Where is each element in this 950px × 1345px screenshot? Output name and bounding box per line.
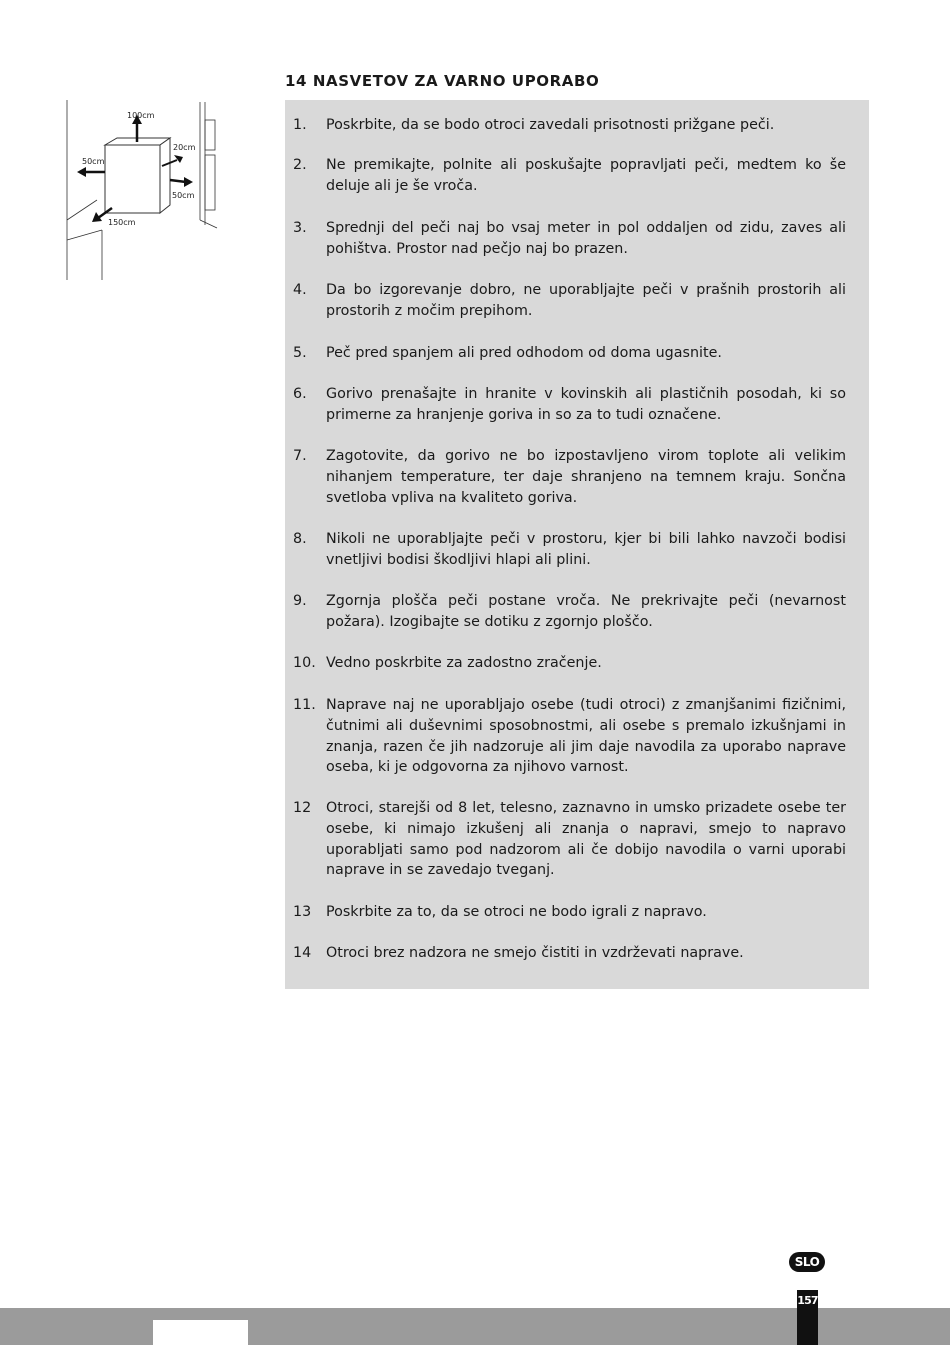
stove-clearance-diagram <box>62 100 222 285</box>
item-number: 7. <box>293 448 307 464</box>
item-number: 5. <box>293 345 307 361</box>
item-text: Da bo izgorevanje dobro, ne uporabljajte peči v prašnih prostorih ali prostorih z močim prepihom. <box>326 282 846 319</box>
item-number: 6. <box>293 386 307 402</box>
item-number: 10. <box>293 655 316 671</box>
item-number: 2. <box>293 157 307 173</box>
item-number: 4. <box>293 282 307 298</box>
item-number: 13 <box>293 904 312 920</box>
item-text: Poskrbite za to, da se otroci ne bodo igrali z napravo. <box>326 904 707 920</box>
item-number: 9. <box>293 593 307 609</box>
section-title: 14 NASVETOV ZA VARNO UPORABO <box>285 72 600 90</box>
item-text: Otroci, starejši od 8 let, telesno, zaznavno in umsko prizadete osebe ter osebe, ki nimajo izkušenj ali znanja o napravi, smejo to napravo uporabljati samo pod nadzorom ali če dobijo navodila o varni uporabi naprave in se zavedajo tveganj. <box>326 800 846 879</box>
label-left: 50cm <box>82 157 105 166</box>
label-right: 50cm <box>172 191 195 200</box>
item-number: 1. <box>293 117 307 133</box>
item-text: Gorivo prenašajte in hranite v kovinskih ali plastičnih posodah, ki so primerne za hranjenje goriva in so za to tudi označene. <box>326 386 846 423</box>
item-text: Zagotovite, da gorivo ne bo izpostavljeno virom toplote ali velikim nihanjem temperature, ter daje shranjeno na temnem kraju. Sončna svetloba vpliva na kvaliteto goriva. <box>326 448 846 506</box>
item-text: Nikoli ne uporabljajte peči v prostoru, kjer bi bili lahko navzoči bodisi vnetljivi bodisi škodljivi hlapi ali plini. <box>326 531 846 568</box>
label-front: 150cm <box>108 218 136 227</box>
item-number: 14 <box>293 945 312 961</box>
item-text: Ne premikajte, polnite ali poskušajte popravljati peči, medtem ko še deluje ali je še vroča. <box>326 157 846 194</box>
item-text: Naprave naj ne uporabljajo osebe (tudi otroci) z zmanjšanimi fizičnimi, čutnimi ali duševnimi sposobnostmi, ali osebe s premalo izkušnjami in znanja, razen če jih nadzoruje ali jim daje navodila za uporabo naprave oseba, ki je odgovorna za njihovo varnost. <box>326 697 846 776</box>
item-text: Sprednji del peči naj bo vsaj meter in pol oddaljen od zidu, zaves ali pohištva. Prostor nad pečjo naj bo prazen. <box>326 220 846 257</box>
footer-box <box>153 1320 248 1345</box>
label-right-top: 20cm <box>173 143 196 152</box>
item-text: Zgornja plošča peči postane vroča. Ne prekrivajte peči (nevarnost požara). Izogibajte se dotiku z zgornjo ploščo. <box>326 593 846 630</box>
item-number: 11. <box>293 697 316 713</box>
item-number: 8. <box>293 531 307 547</box>
label-top: 100cm <box>127 111 155 120</box>
item-number: 3. <box>293 220 307 236</box>
item-text: Poskrbite, da se bodo otroci zavedali prisotnosti prižgane peči. <box>326 117 775 133</box>
safety-tips-panel <box>285 100 869 989</box>
item-text: Vedno poskrbite za zadostno zračenje. <box>326 655 602 671</box>
item-text: Otroci brez nadzora ne smejo čistiti in vzdrževati naprave. <box>326 945 744 961</box>
item-text: Peč pred spanjem ali pred odhodom od doma ugasnite. <box>326 345 722 361</box>
item-number: 12 <box>293 800 312 816</box>
page-number: 157 <box>797 1294 818 1307</box>
language-badge: SLO <box>789 1252 825 1272</box>
